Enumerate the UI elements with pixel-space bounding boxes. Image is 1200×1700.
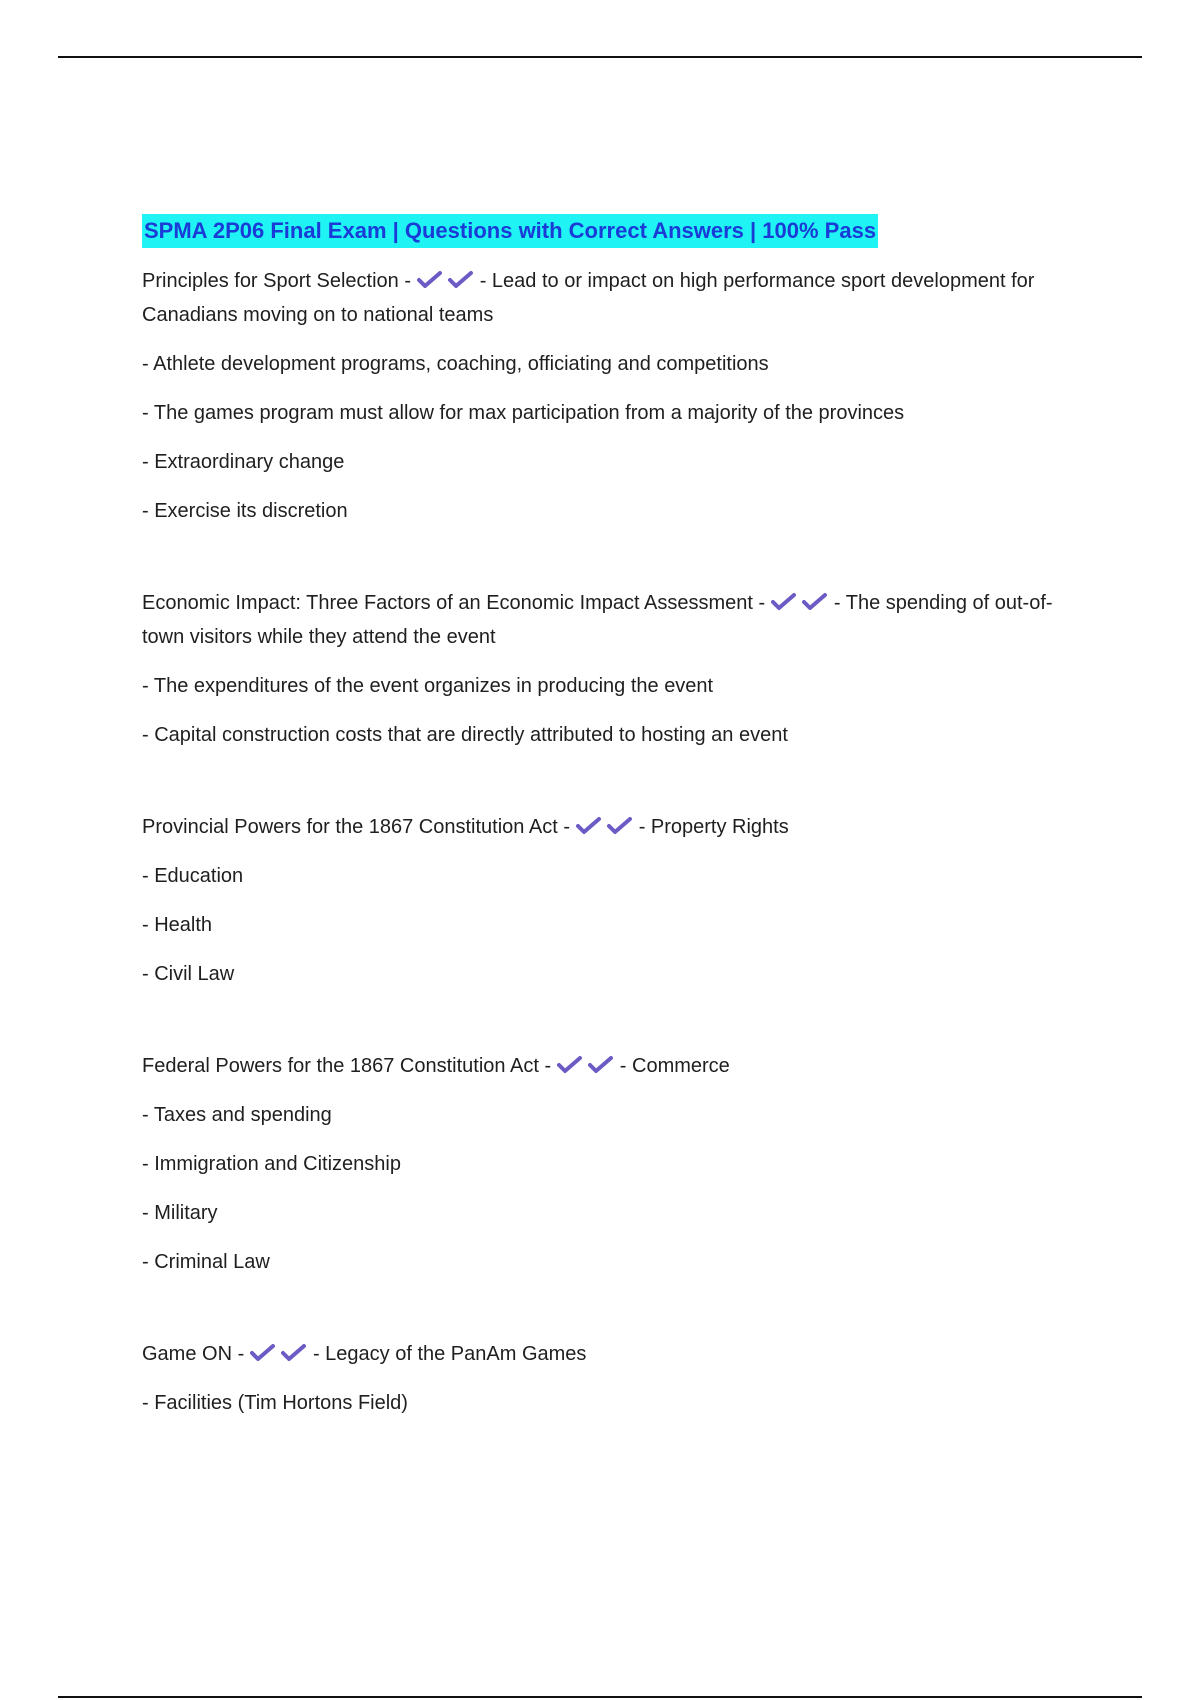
checkmark-icon <box>417 270 443 290</box>
answer-point: - Facilities (Tim Hortons Field) <box>142 1392 408 1414</box>
answer-point: - Education <box>142 865 244 887</box>
question-line <box>142 810 1072 844</box>
qa-item <box>142 264 1072 528</box>
document-body <box>142 214 1072 1420</box>
footer-rule <box>58 1696 1142 1698</box>
answer-point: - Military <box>142 1202 218 1224</box>
answer-point: - Exercise its discretion <box>142 500 348 522</box>
qa-item <box>142 1337 1072 1420</box>
question-text: Federal Powers for the 1867 Constitution Act - <box>142 1055 552 1077</box>
qa-item <box>142 586 1072 752</box>
checkmark-icon <box>802 592 828 612</box>
checkmark-icon <box>448 270 474 290</box>
answer-text: - Property Rights <box>638 816 789 838</box>
checkmark-icon <box>250 1343 276 1363</box>
qa-item <box>142 1049 1072 1279</box>
question-text: Game ON - <box>142 1343 245 1365</box>
answer-point: - Athlete development programs, coaching, officiating and competitions <box>142 353 769 375</box>
checkmark-icon <box>607 816 633 836</box>
checkmark-icon <box>771 592 797 612</box>
question-line <box>142 1337 1072 1371</box>
question-line <box>142 586 1072 654</box>
question-text: Economic Impact: Three Factors of an Economic Impact Assessment - <box>142 592 766 614</box>
answer-point: - Health <box>142 914 213 936</box>
header-rule <box>58 56 1142 58</box>
answer-point: - Criminal Law <box>142 1251 270 1273</box>
answer-text: - Legacy of the PanAm Games <box>312 1343 587 1365</box>
answer-text: - Commerce <box>619 1055 730 1077</box>
answer-text: - Lead to or impact on high performance sport development for Canadians moving on to national teams <box>142 270 1035 326</box>
answer-point: - Immigration and Citizenship <box>142 1153 401 1175</box>
qa-item <box>142 810 1072 991</box>
document-title: SPMA 2P06 Final Exam | Questions with Correct Answers | 100% Pass <box>142 214 878 248</box>
question-text: Principles for Sport Selection - <box>142 270 412 292</box>
checkmark-icon <box>588 1055 614 1075</box>
answer-text: - The spending of out-of-town visitors while they attend the event <box>142 592 1053 648</box>
question-text: Provincial Powers for the 1867 Constitution Act - <box>142 816 570 838</box>
question-line <box>142 1049 1072 1083</box>
question-line <box>142 264 1072 332</box>
answer-point: - The expenditures of the event organizes in producing the event <box>142 675 714 697</box>
checkmark-icon <box>557 1055 583 1075</box>
checkmark-icon <box>576 816 602 836</box>
answer-point: - Extraordinary change <box>142 451 345 473</box>
answer-point: - Taxes and spending <box>142 1104 332 1126</box>
qa-list <box>142 264 1072 1420</box>
answer-point: - Capital construction costs that are directly attributed to hosting an event <box>142 724 788 746</box>
checkmark-icon <box>281 1343 307 1363</box>
answer-point: - The games program must allow for max participation from a majority of the provinces <box>142 402 905 424</box>
answer-point: - Civil Law <box>142 963 235 985</box>
